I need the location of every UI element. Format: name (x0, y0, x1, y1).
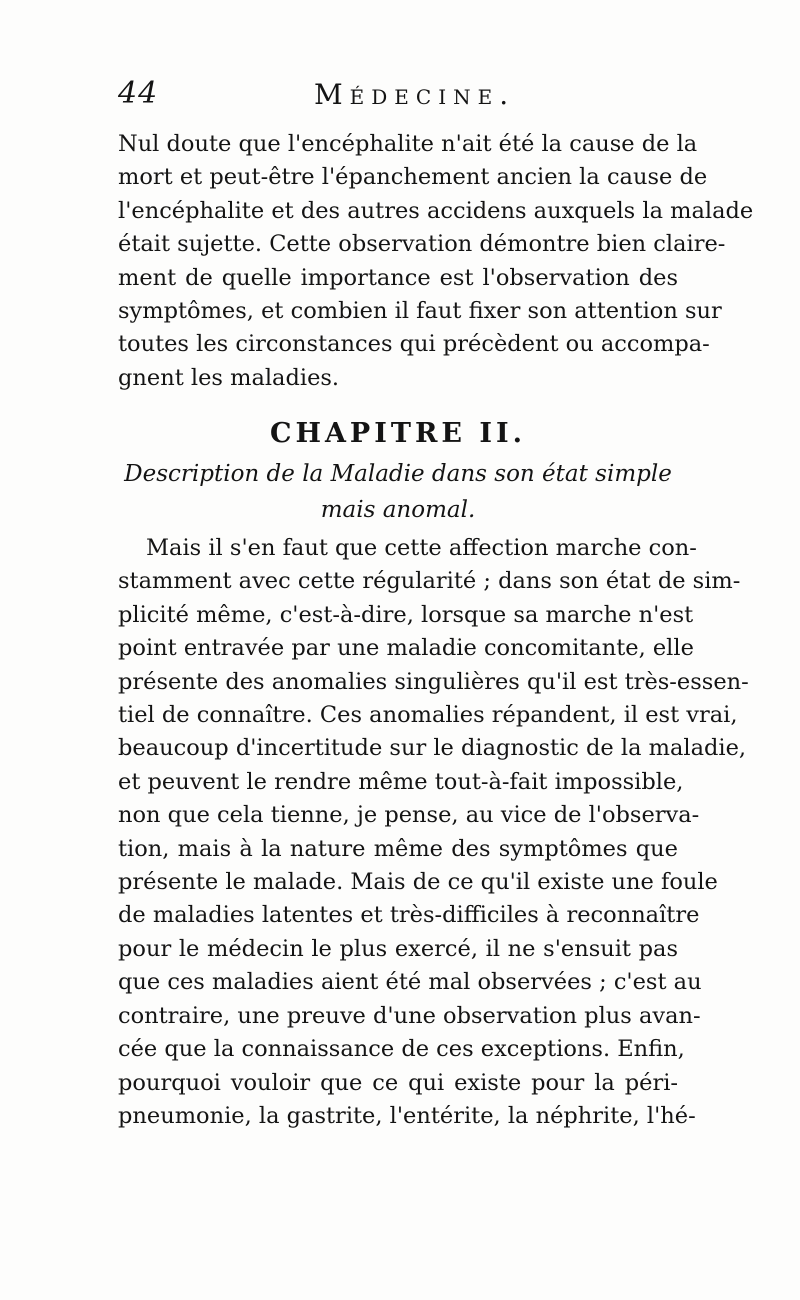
text-line: et peuvent le rendre même tout-à-fait impossible, (118, 768, 684, 795)
text-line: plicité même, c'est-à-dire, lorsque sa marche n'est (118, 601, 694, 628)
subtitle-line: mais anomal. (320, 497, 476, 523)
text-line: pour le médecin le plus exercé, il ne s'ensuit pas (118, 935, 678, 962)
text-line: l'encéphalite et des autres accidens auxquels la malade (118, 197, 754, 224)
running-header (118, 76, 680, 120)
text-line: cée que la connaissance de ces exceptions. Enfin, (118, 1036, 685, 1063)
page-number: 44 (118, 76, 159, 111)
chapter-subtitle (118, 456, 678, 528)
text-line: que ces maladies aient été mal observées ; c'est au (118, 969, 702, 996)
chapter-heading: CHAPITRE II. (269, 418, 527, 449)
text-line: gnent les maladies. (118, 364, 340, 391)
text-line: point entravée par une maladie concomitante, elle (118, 635, 694, 662)
text-line: Nul doute que l'encéphalite n'ait été la cause de la (118, 131, 698, 157)
text-line: présente des anomalies singulières qu'il est très-essen- (118, 668, 749, 695)
text-line: non que cela tienne, je pense, au vice de l'observa- (118, 802, 700, 829)
text-line: tion, mais à la nature même des symptômes que (118, 835, 678, 862)
text-line: tiel de connaître. Ces anomalies répandent, il est vrai, (118, 702, 738, 729)
text-line: était sujette. Cette observation démontre bien claire- (118, 231, 726, 258)
text-line: toutes les circonstances qui précèdent ou accompa- (118, 331, 710, 358)
text-line: contraire, une preuve d'une observation plus avan- (118, 1002, 701, 1029)
text-line: Mais il s'en faut que cette affection marche con- (146, 535, 697, 561)
text-line: présente le malade. Mais de ce qu'il existe une foule (118, 869, 718, 896)
paragraph-1 (118, 128, 754, 395)
subtitle-line: Description de la Maladie dans son état simple (124, 461, 672, 487)
text-line: mort et peut-être l'épanchement ancien la cause de (118, 164, 708, 191)
text-line: symptômes, et combien il faut fixer son attention sur (118, 298, 722, 325)
text-line: pneumonie, la gastrite, l'entérite, la néphrite, l'hé- (118, 1102, 696, 1129)
paragraph-2 (118, 532, 749, 1133)
text-line: stamment avec cette régularité ; dans son état de sim- (118, 568, 741, 595)
text-line: ment de quelle importance est l'observation des (118, 264, 678, 291)
text-line: de maladies latentes et très-difficiles à reconnaître (118, 902, 700, 929)
text-line: pourquoi vouloir que ce qui existe pour la péri- (118, 1069, 678, 1096)
running-title: Médecine. (314, 78, 516, 111)
text-line: beaucoup d'incertitude sur le diagnostic de la maladie, (118, 735, 747, 762)
